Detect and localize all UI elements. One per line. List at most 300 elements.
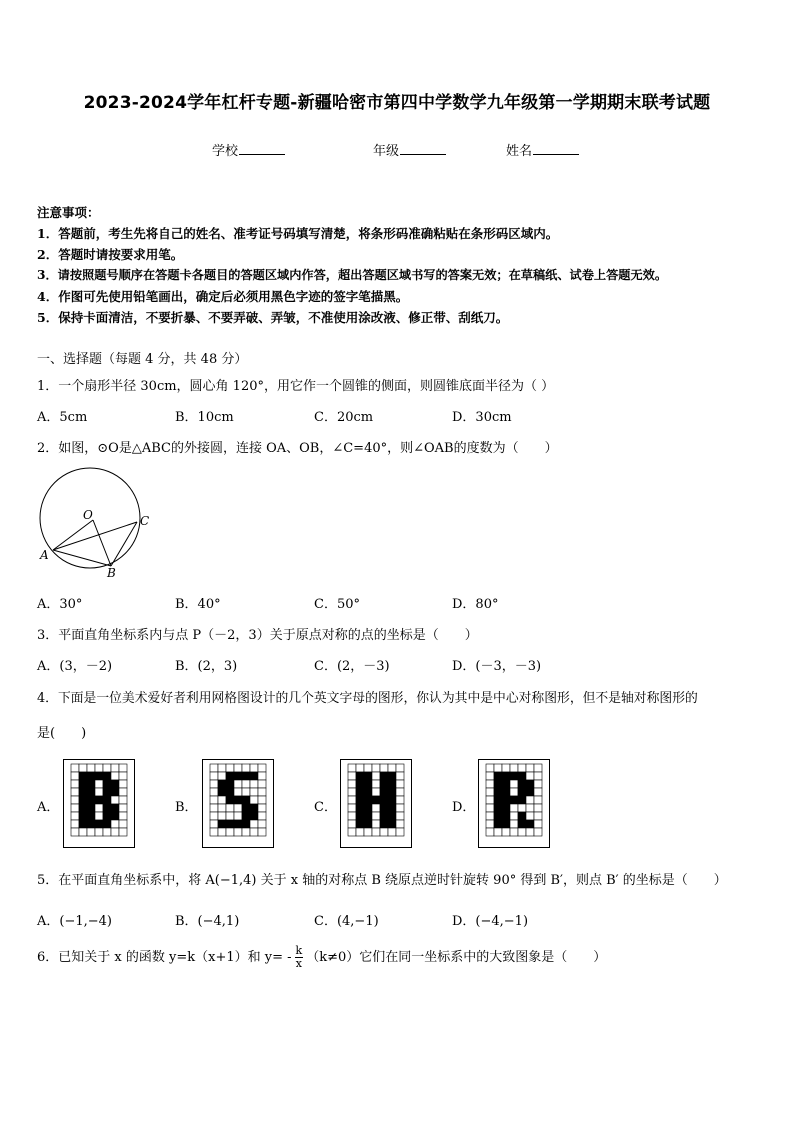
grid-cell [502,788,510,796]
grid-cell [518,780,526,788]
grid-cell [95,828,103,836]
letter-grid-b[interactable] [63,759,135,849]
grid-cell [486,796,494,804]
grid-cell [242,780,250,788]
grid-cell [226,796,234,804]
grid-cell [234,796,242,804]
grid-cell [380,812,388,820]
grid-cell [518,828,526,836]
grid-cell [388,788,396,796]
grid-cell [87,828,95,836]
grid-cell [111,804,119,812]
grid-cell [218,780,226,788]
grid-cell [534,780,542,788]
grid-cell [119,804,127,812]
circle-figure [30,462,160,587]
grid-cell [103,796,111,804]
grid-cell [486,772,494,780]
grid-cell [242,772,250,780]
grid-cell [348,820,356,828]
grid-cell [250,764,258,772]
segment-oa [53,520,93,550]
label-a: A [40,548,49,562]
grid-cell [372,812,380,820]
option-b[interactable]: B．10cm [175,410,234,425]
grid-cell [502,804,510,812]
grid-cell [111,828,119,836]
grid-cell [372,788,380,796]
grid-cell [258,764,266,772]
grid-cell [258,788,266,796]
name-label: 姓名 [506,144,533,159]
grid-cell [71,780,79,788]
grid-cell [388,828,396,836]
grid-cell [518,764,526,772]
segment-ab [53,550,111,566]
grid-cell [396,772,404,780]
grid-cell [111,764,119,772]
grid-cell [226,780,234,788]
grid-cell [226,804,234,812]
grid-cell [79,804,87,812]
grid-cell [372,772,380,780]
grid-cell [486,764,494,772]
grid-cell [510,820,518,828]
grid-cell [518,804,526,812]
grid-cell [111,772,119,780]
grid-cell [502,828,510,836]
grid-cell [494,772,502,780]
grid-cell [348,796,356,804]
grid-cell [87,764,95,772]
grid-cell [396,828,404,836]
segment-ob [93,520,111,566]
grid-cell [356,804,364,812]
grid-cell [388,764,396,772]
grid-cell [79,796,87,804]
question-4-cont: 是( ) [37,726,87,741]
grid-cell [388,820,396,828]
grid-cell [218,772,226,780]
grid-cell [79,812,87,820]
letter-grid-r[interactable] [478,759,550,849]
grid-cell [250,820,258,828]
option-a[interactable]: A． [37,800,60,815]
grid-cell [250,772,258,780]
option-c[interactable]: C．50° [314,597,360,612]
grid-cell [71,772,79,780]
grid-cell [234,828,242,836]
grid-cell [79,828,87,836]
option-c[interactable]: C．(2，－3) [314,659,390,674]
grid-cell [510,788,518,796]
notes-heading: 注意事项： [37,205,100,220]
grid-cell [218,764,226,772]
grid-cell [372,796,380,804]
grid-cell [396,804,404,812]
fraction-k-over-x [295,945,304,970]
grid-cell [242,820,250,828]
grid-cell [250,788,258,796]
grid-cell [226,788,234,796]
grid-cell [494,780,502,788]
grid-cell [71,812,79,820]
grid-cell [356,788,364,796]
option-b[interactable]: B． [175,800,198,815]
school-label: 学校 [212,144,239,159]
grid-cell [234,772,242,780]
grid-cell [364,804,372,812]
grid-cell [494,828,502,836]
grid-cell [518,772,526,780]
option-c[interactable]: C． [314,800,337,815]
grid-cell [119,828,127,836]
grid-cell [388,780,396,788]
q6-text-before: 6．已知关于 x 的函数 y=k（x+1）和 y= - [37,950,292,965]
grid-cell [388,812,396,820]
grid-cell [486,812,494,820]
grid-cell [518,788,526,796]
grid-cell [502,772,510,780]
page-title: 2023-2024学年杠杆专题-新疆哈密市第四中学数学九年级第一学期期末联考试题 [83,93,711,113]
grid-cell [218,828,226,836]
section-heading: 一、选择题（每题 4 分，共 48 分） [37,352,248,367]
option-c[interactable]: C．20cm [314,410,374,425]
grid-cell [210,812,218,820]
grid-cell [526,804,534,812]
note-item: 3．请按照题号顺序在答题卡各题目的答题区域内作答，超出答题区域书写的答案无效；在草稿纸、试卷上答题无效。 [37,268,668,282]
option-d[interactable]: D．30cm [452,410,512,425]
grid-cell [494,804,502,812]
grid-cell [356,796,364,804]
grid-cell [348,772,356,780]
grid-cell [258,804,266,812]
fraction-numerator: k [295,944,303,957]
grid-cell [380,820,388,828]
grid-cell [111,796,119,804]
grid-cell [364,788,372,796]
option-a[interactable]: A．30° [37,597,83,612]
option-a[interactable]: A．5cm [37,410,88,425]
grid-cell [534,788,542,796]
grid-cell [119,780,127,788]
option-d[interactable]: D．(－3，－3) [452,659,542,674]
grid-cell [242,804,250,812]
grid-cell [534,804,542,812]
grid-cell [95,820,103,828]
grid-cell [103,772,111,780]
grid-cell [95,788,103,796]
grid-cell [258,812,266,820]
school-blank[interactable] [239,142,285,155]
grid-cell [526,772,534,780]
name-blank[interactable] [533,142,579,155]
option-b[interactable]: B．(2，3) [175,659,238,674]
grid-cell [396,820,404,828]
grid-cell [242,788,250,796]
grid-cell [534,828,542,836]
grid-cell [510,772,518,780]
q6-text-after: （k≠0）它们在同一坐标系中的大致图象是（ ） [306,950,607,965]
grid-cell [380,796,388,804]
question-4: 4．下面是一位美术爱好者利用网格图设计的几个英文字母的图形，你认为其中是中心对称图形，但不是轴对称图形的 [37,691,698,706]
grid-cell [210,820,218,828]
grid-cell [388,772,396,780]
grid-cell [87,796,95,804]
option-d[interactable]: D． [452,800,476,815]
grid-cell [258,772,266,780]
grid-cell [526,828,534,836]
grid-cell [348,788,356,796]
note-item: 2．答题时请按要求用笔。 [37,247,184,262]
option-c[interactable]: C．(4,−1) [314,914,379,929]
grid-cell [218,788,226,796]
grid-cell [234,780,242,788]
grid-cell [79,820,87,828]
grid-cell [218,796,226,804]
grid-cell [502,820,510,828]
grid-cell [372,828,380,836]
grid-cell [502,812,510,820]
grid-cell [218,820,226,828]
grid-cell [71,764,79,772]
grid-cell [486,788,494,796]
grid-cell [234,812,242,820]
grid-cell [526,820,534,828]
grid-cell [95,764,103,772]
grid-cell [119,772,127,780]
option-a[interactable]: A．(3，－2) [37,659,113,674]
grid-cell [119,820,127,828]
grid-cell [71,804,79,812]
grid-cell [234,788,242,796]
grid-cell [380,804,388,812]
grid-cell [103,764,111,772]
grid-cell [526,812,534,820]
grid-cell [71,820,79,828]
grid-cell [111,812,119,820]
question-5: 5．在平面直角坐标系中，将 A(−1,4) 关于 x 轴的对称点 B 绕原点逆时针旋转 90° 得到 B′，则点 B′ 的坐标是（ ） [37,873,727,888]
grid-cell [356,780,364,788]
grid-cell [111,788,119,796]
grid-cell [258,820,266,828]
grid-cell [356,772,364,780]
grid-cell [210,804,218,812]
grid-cell [258,780,266,788]
grid-cell [510,812,518,820]
grid-cell [526,780,534,788]
grid-cell [103,804,111,812]
grid-cell [372,820,380,828]
grid-cell [372,780,380,788]
grid-cell [534,820,542,828]
fraction-denominator: x [295,957,302,970]
grid-cell [348,828,356,836]
grid-cell [494,820,502,828]
grid-cell [210,828,218,836]
label-c: C [140,514,150,528]
grid-cell [111,820,119,828]
grid-cell [210,796,218,804]
grid-cell [119,764,127,772]
grid-cell [87,812,95,820]
grid-cell [226,820,234,828]
grid-cell [119,812,127,820]
grid-cell [242,764,250,772]
note-item: 5．保持卡面清洁，不要折暴、不要弄破、弄皱，不准使用涂改液、修正带、刮纸刀。 [37,310,509,325]
grid-cell [258,796,266,804]
grid-cell [518,820,526,828]
grid-cell [79,764,87,772]
grid-cell [218,804,226,812]
grid-cell [486,820,494,828]
grid-cell [356,812,364,820]
grid-cell [396,796,404,804]
grid-cell [250,780,258,788]
grade-field [373,140,446,159]
grid-cell [510,804,518,812]
grid-cell [242,796,250,804]
grid-cell [348,780,356,788]
grid-cell [518,812,526,820]
grid-cell [95,772,103,780]
grid-cell [364,780,372,788]
grid-cell [79,772,87,780]
school-field [212,140,285,159]
grid-cell [526,796,534,804]
option-b[interactable]: B．(−4,1) [175,914,240,929]
grid-cell [502,780,510,788]
grid-cell [534,772,542,780]
grid-cell [356,764,364,772]
grid-cell [258,828,266,836]
grid-cell [348,812,356,820]
grid-cell [380,788,388,796]
grid-cell [250,828,258,836]
grid-cell [250,812,258,820]
grid-cell [119,796,127,804]
grid-cell [210,788,218,796]
grid-cell [388,804,396,812]
grid-cell [95,812,103,820]
grid-cell [226,764,234,772]
grid-cell [502,764,510,772]
grid-cell [210,764,218,772]
grid-cell [486,804,494,812]
grid-cell [380,764,388,772]
grid-cell [79,788,87,796]
question-1: 1．一个扇形半径 30cm，圆心角 120°，用它作一个圆锥的侧面，则圆锥底面半径为（ ） [37,379,555,394]
grade-label: 年级 [373,144,400,159]
grid-cell [396,812,404,820]
grid-cell [494,788,502,796]
grid-cell [119,788,127,796]
option-d[interactable]: D．80° [452,597,499,612]
grid-cell [518,796,526,804]
grid-cell [494,812,502,820]
grade-blank[interactable] [400,142,446,155]
grid-cell [534,796,542,804]
name-field [506,140,579,159]
grid-cell [364,820,372,828]
grid-cell [348,804,356,812]
grid-cell [71,796,79,804]
grid-cell [234,820,242,828]
grid-cell [103,780,111,788]
grid-cell [396,788,404,796]
grid-cell [348,764,356,772]
option-a[interactable]: A．(−1,−4) [37,914,112,929]
grid-cell [534,812,542,820]
grid-cell [226,772,234,780]
grid-cell [510,828,518,836]
grid-cell [87,820,95,828]
grid-cell [71,828,79,836]
letter-grid-s[interactable] [202,759,274,849]
grid-cell [250,796,258,804]
grid-cell [526,764,534,772]
grid-cell [502,796,510,804]
grid-cell [380,828,388,836]
grid-cell [103,828,111,836]
grid-cell [388,796,396,804]
grid-cell [250,804,258,812]
grid-cell [396,780,404,788]
grid-cell [242,828,250,836]
grid-cell [210,780,218,788]
grid-cell [242,812,250,820]
grid-cell [372,764,380,772]
label-b: B [107,566,116,580]
grid-cell [111,780,119,788]
grid-cell [218,812,226,820]
grid-cell [103,788,111,796]
grid-cell [234,804,242,812]
option-b[interactable]: B．40° [175,597,221,612]
letter-grid-h[interactable] [340,759,412,849]
grid-cell [380,780,388,788]
grid-cell [364,772,372,780]
grid-cell [364,812,372,820]
grid-cell [396,764,404,772]
grid-cell [372,804,380,812]
grid-cell [87,804,95,812]
grid-cell [95,796,103,804]
grid-cell [364,764,372,772]
option-d[interactable]: D．(−4,−1) [452,914,529,929]
grid-cell [79,780,87,788]
grid-cell [103,820,111,828]
grid-cell [510,764,518,772]
grid-cell [87,772,95,780]
note-item: 4．作图可先使用铅笔画出，确定后必须用黑色字迹的签字笔描黑。 [37,289,409,304]
grid-cell [226,812,234,820]
grid-cell [486,780,494,788]
grid-cell [87,788,95,796]
grid-cell [494,764,502,772]
grid-cell [234,764,242,772]
note-item: 1．答题前，考生先将自己的姓名、准考证号码填写清楚，将条形码准确粘贴在条形码区域内。 [37,226,559,241]
grid-cell [364,796,372,804]
grid-cell [526,788,534,796]
question-3: 3．平面直角坐标系内与点 P（－2，3）关于原点对称的点的坐标是（ ） [37,628,478,643]
grid-cell [364,828,372,836]
grid-cell [210,772,218,780]
label-o: O [83,508,93,522]
grid-cell [534,764,542,772]
grid-cell [486,828,494,836]
question-2: 2．如图，⊙O是△ABC的外接圆，连接 OA、OB，∠C=40°，则∠OAB的度数为（ ） [37,441,558,456]
